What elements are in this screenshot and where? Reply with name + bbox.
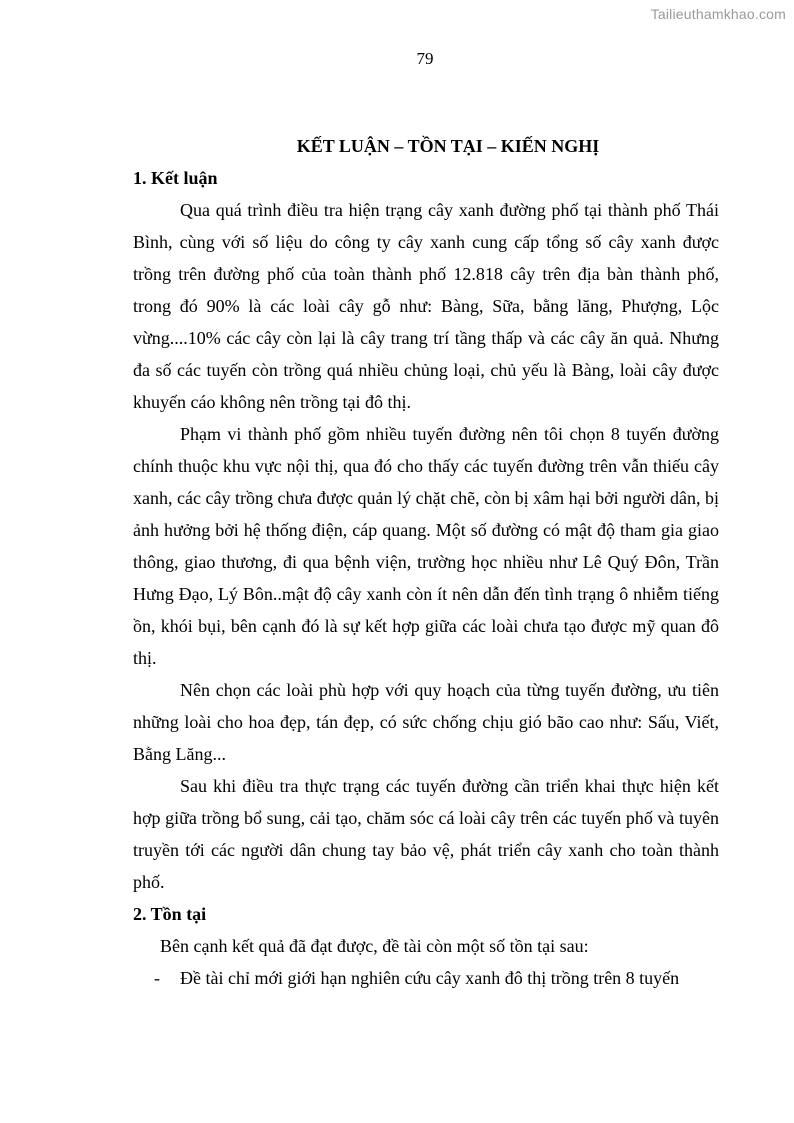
page-title: KẾT LUẬN – TỒN TẠI – KIẾN NGHỊ (296, 136, 600, 156)
section-heading-limitations: 2. Tồn tại (133, 904, 207, 924)
paragraph: Qua quá trình điều tra hiện trạng cây xanh đường phố tại thành phố Thái Bình, cùng với số liệu do công ty cây xanh cung cấp tổng số cây xanh được trồng trên đường phố của toàn thành phố 12.818 cây trên địa bàn thành phố, trong đó 90% là các loài cây gỗ như: Bàng, Sữa, bằng lăng, Phượng, Lộc vừng....10% các cây còn lại là cây trang trí tầng thấp và các cây ăn quả. Nhưng đa số các tuyến còn trồng quá nhiều chủng loại, chủ yếu là Bàng, loài cây được khuyến cáo không nên trồng tại đô thị. (133, 200, 719, 412)
list-item-text: Đề tài chỉ mới giới hạn nghiên cứu cây xanh đô thị trồng trên 8 tuyến (180, 968, 680, 988)
paragraph: Phạm vi thành phố gồm nhiều tuyến đường nên tôi chọn 8 tuyến đường chính thuộc khu vực nội thị, qua đó cho thấy các tuyến đường trên vẫn thiếu cây xanh, các cây trồng chưa được quản lý chặt chẽ, còn bị xâm hại bởi người dân, bị ảnh hưởng bởi hệ thống điện, cáp quang. Một số đường có mật độ tham gia giao thông, giao thương, đi qua bệnh viện, trường học nhiều như Lê Quý Đôn, Trần Hưng Đạo, Lý Bôn..mật độ cây xanh còn ít nên dẫn đến tình trạng ô nhiễm tiếng ồn, khói bụi, bên cạnh đó là sự kết hợp giữa các loài chưa tạo được mỹ quan đô thị. (133, 424, 719, 668)
paragraph: Sau khi điều tra thực trạng các tuyến đường cần triển khai thực hiện kết hợp giữa trồng bổ sung, cải tạo, chăm sóc cá loài cây trên các tuyến phố và tuyên truyền tới các người dân chung tay bảo vệ, phát triển cây xanh cho toàn thành phố. (133, 776, 719, 892)
document-body (133, 130, 719, 994)
list-bullet-marker: - (154, 968, 160, 988)
section-heading-conclusion: 1. Kết luận (133, 168, 218, 188)
section-intro: Bên cạnh kết quả đã đạt được, đề tài còn một số tồn tại sau: (160, 936, 589, 956)
list-item (133, 962, 719, 994)
watermark: Tailieuthamkhao.com (650, 6, 786, 22)
paragraph: Nên chọn các loài phù hợp với quy hoạch của từng tuyến đường, ưu tiên những loài cho hoa đẹp, tán đẹp, có sức chống chịu gió bão cao như: Sấu, Viết, Bằng Lăng... (133, 680, 719, 764)
page-number: 79 (416, 49, 434, 68)
